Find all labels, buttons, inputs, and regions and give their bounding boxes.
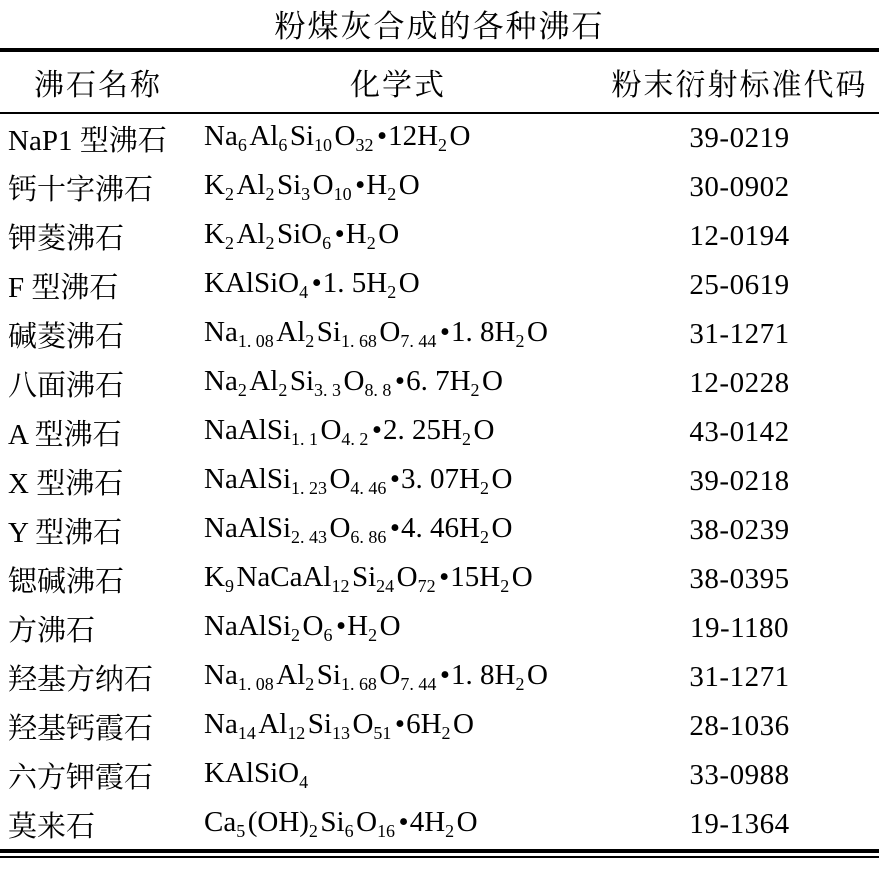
- dot-separator: •: [334, 217, 345, 250]
- dot-separator: •: [389, 511, 401, 544]
- diffraction-code: 12-0228: [689, 366, 790, 399]
- dot-separator: •: [376, 119, 388, 152]
- chemical-formula: $Na_{1. 08}Al_2Si_{1. 68}O_{7. 44}$ •1. $8H_2O$: [204, 658, 548, 695]
- diffraction-code: 39-0218: [689, 464, 790, 497]
- zeolite-name: 方沸石: [8, 614, 96, 647]
- dot-separator: •: [394, 707, 406, 740]
- table-body: [0, 114, 879, 849]
- dot-separator: •: [439, 560, 450, 593]
- diffraction-code: 43-0142: [689, 415, 790, 448]
- dot-separator: •: [439, 658, 450, 691]
- diffraction-code: 31-1271: [689, 660, 790, 693]
- table-row: [0, 604, 879, 653]
- dot-separator: •: [398, 805, 409, 838]
- dot-separator: •: [371, 413, 383, 446]
- chemical-formula: $Na_6Al_6Si_{10}O_{32}$ $•12H_2O$: [204, 119, 471, 156]
- diffraction-code: 31-1271: [689, 317, 790, 350]
- diffraction-code: 19-1180: [689, 611, 790, 644]
- zeolite-name: A 型沸石: [8, 418, 122, 451]
- zeolite-name: 六方钾霞石: [8, 761, 154, 794]
- bottom-rule-thin: [0, 856, 879, 858]
- diffraction-code: 30-0902: [689, 170, 790, 203]
- zeolite-name: 钙十字沸石: [8, 173, 154, 206]
- table-row: [0, 702, 879, 751]
- column-header-zeolite-name: 沸石名称: [34, 69, 162, 102]
- zeolite-name: 碱菱沸石: [8, 320, 125, 353]
- zeolite-name: 羟基方纳石: [8, 663, 154, 696]
- zeolite-name: 锶碱沸石: [8, 565, 125, 598]
- column-header-diffraction-code: 粉末衍射标准代码: [611, 69, 868, 102]
- chemical-formula: $Ca_5(OH)_2Si_6O_{16}$ $•4H_2O$: [204, 805, 478, 842]
- chemical-formula: KAlSiO$_4$: [204, 756, 309, 793]
- bottom-rules: [0, 849, 879, 858]
- dot-separator: •: [394, 364, 406, 397]
- dot-separator: •: [389, 462, 401, 495]
- zeolite-name: 莫来石: [8, 810, 96, 843]
- dot-separator: •: [355, 168, 366, 201]
- zeolite-name: 钾菱沸石: [8, 222, 125, 255]
- table-row: [0, 555, 879, 604]
- zeolite-name: 羟基钙霞石: [8, 712, 154, 745]
- chemical-formula: $K_2Al_2Si_3O_{10}$ $•H_2O$: [204, 168, 420, 205]
- table-header-row: [0, 52, 879, 112]
- chemical-formula: $K_9NaCaAl_{12}Si_{24}O_{72}$ $•15H_2O$: [204, 560, 533, 597]
- table-row: [0, 359, 879, 408]
- chemical-formula: $NaAlSi_{1. 1}O_{4. 2}$ •2. $25H_2O$: [204, 413, 495, 450]
- chemical-formula: $NaAlSi_2O_6$ $•H_2O$: [204, 609, 401, 646]
- diffraction-code: 25-0619: [689, 268, 790, 301]
- table-row: [0, 800, 879, 849]
- table-title: 粉煤灰合成的各种沸石: [274, 9, 605, 44]
- chemical-formula: $NaAlSi_{2. 43}O_{6. 86}$ •4. $46H_2O$: [204, 511, 513, 548]
- zeolite-name: X 型沸石: [8, 467, 124, 500]
- zeolite-name: 八面沸石: [8, 369, 125, 402]
- zeolite-name: F 型沸石: [8, 271, 119, 304]
- diffraction-code: 28-1036: [689, 709, 790, 742]
- dot-separator: •: [311, 266, 322, 299]
- zeolite-name: Y 型沸石: [8, 516, 123, 549]
- table-row: [0, 506, 879, 555]
- diffraction-code: 39-0219: [689, 121, 790, 154]
- diffraction-code: 12-0194: [689, 219, 790, 252]
- diffraction-code: 38-0395: [689, 562, 790, 595]
- dot-separator: •: [335, 609, 347, 642]
- dot-separator: •: [439, 315, 450, 348]
- table-row: [0, 310, 879, 359]
- table-row: [0, 653, 879, 702]
- column-header-chemical-formula: 化学式: [350, 69, 446, 102]
- chemical-formula: $NaAlSi_{1. 23}O_{4. 46}$ •3. $07H_2O$: [204, 462, 513, 499]
- table-row: [0, 408, 879, 457]
- table-row: [0, 751, 879, 800]
- table-row: [0, 163, 879, 212]
- diffraction-code: 38-0239: [689, 513, 790, 546]
- diffraction-code: 33-0988: [689, 758, 790, 791]
- chemical-formula: $K_2Al_2SiO_6$ $•H_2O$: [204, 217, 400, 254]
- chemical-formula: $Na_2Al_2Si_{3. 3}O_{8. 8}$ •6. $7H_2O$: [204, 364, 503, 401]
- table-row: [0, 457, 879, 506]
- table-row: [0, 212, 879, 261]
- table-row: [0, 114, 879, 163]
- chemical-formula: $Na_{14}Al_{12}Si_{13}O_{51}$ $•6H_2O$: [204, 707, 474, 744]
- diffraction-code: 19-1364: [689, 807, 790, 840]
- chemical-formula: KAlSiO$_4$ •1. $5H_2O$: [204, 266, 420, 303]
- zeolite-name: NaP1 型沸石: [8, 124, 167, 157]
- chemical-formula: $Na_{1. 08}Al_2Si_{1. 68}O_{7. 44}$ •1. $8H_2O$: [204, 315, 548, 352]
- table-row: [0, 261, 879, 310]
